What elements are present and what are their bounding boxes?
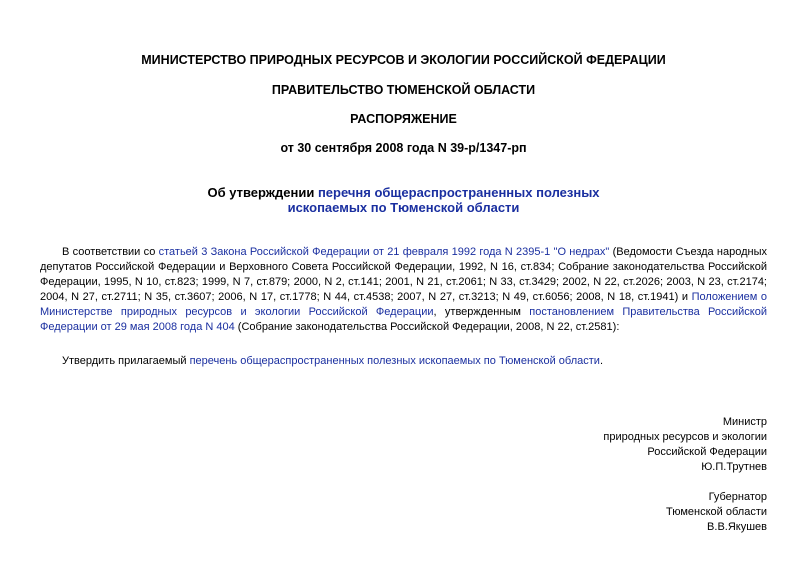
minister-signature-block (467, 415, 767, 475)
governor-signature-block (467, 490, 767, 535)
ministry-regulation-link[interactable]: Положением о Министерстве природных ресурсов и экологии Российской Федерации (40, 291, 767, 318)
law-on-subsoil-link[interactable]: статьей 3 Закона Российской Федерации от 21 февраля 1992 года N 2395-1 "О недрах" (158, 246, 610, 258)
governor-name: В.В.Якушев (707, 521, 767, 533)
ministry-heading: МИНИСТЕРСТВО ПРИРОДНЫХ РЕСУРСОВ И ЭКОЛОГИИ РОССИЙСКОЙ ФЕДЕРАЦИИ (141, 53, 666, 67)
document-type: РАСПОРЯЖЕНИЕ (350, 112, 457, 126)
governor-title-line-2: Тюменской области (665, 506, 767, 518)
p1-text-4: (Собрание законодательства Российской Федерации, 2008, N 22, ст.2581): (234, 321, 620, 333)
minister-title-line-2: природных ресурсов и экологии (603, 431, 767, 443)
p1-text-2: (Ведомости Съезда народных депутатов Российской Федерации и Верховного Совета Российской Федерации, 1992, N 16, ст.834; Собрание законодательства Российской Федерации, 1995, N 10, ст.823; 1999, N 7, ст.879; 2000, N 2, ст.141; 2001, N 21, ст.2061; N 33, ст.3429; 2002, N 22, ст.2026; 2003, N 23, ст.2174; 2004, N 27, ст.2711; N 35, ст.3607; 2006, N 17, ст.1778; N 44, ст.4538; 2007, N 27, ст.3213; N 49, ст.6056; 2008, N 18, ст.1941) и (40, 246, 768, 303)
minister-name: Ю.П.Трутнев (701, 461, 767, 473)
p1-text-3: , утвержденным (433, 306, 530, 318)
p2-text-2: . (599, 355, 604, 367)
subject-list-link[interactable]: перечня общераспространенных полезных ископаемых по Тюменской области (287, 185, 600, 215)
paragraph-basis (40, 245, 767, 335)
p1-text-1: В соответствии со (62, 246, 159, 258)
minister-title-line-3: Российской Федерации (647, 446, 767, 458)
government-resolution-link[interactable]: постановлением Правительства Российской Федерации от 29 мая 2008 года N 404 (40, 306, 768, 333)
document-date-number: от 30 сентября 2008 года N 39-р/1347-рп (280, 141, 527, 155)
p2-text-1: Утвердить прилагаемый (62, 355, 190, 367)
subject-prefix: Об утверждении (207, 185, 318, 200)
minister-title: Министр (722, 416, 767, 428)
government-heading: ПРАВИТЕЛЬСТВО ТЮМЕНСКОЙ ОБЛАСТИ (271, 83, 536, 97)
minerals-list-link[interactable]: перечень общераспространенных полезных ископаемых по Тюменской области (189, 355, 600, 367)
document-subject (0, 185, 807, 215)
governor-title: Губернатор (708, 491, 767, 503)
paragraph-approve (40, 354, 767, 369)
